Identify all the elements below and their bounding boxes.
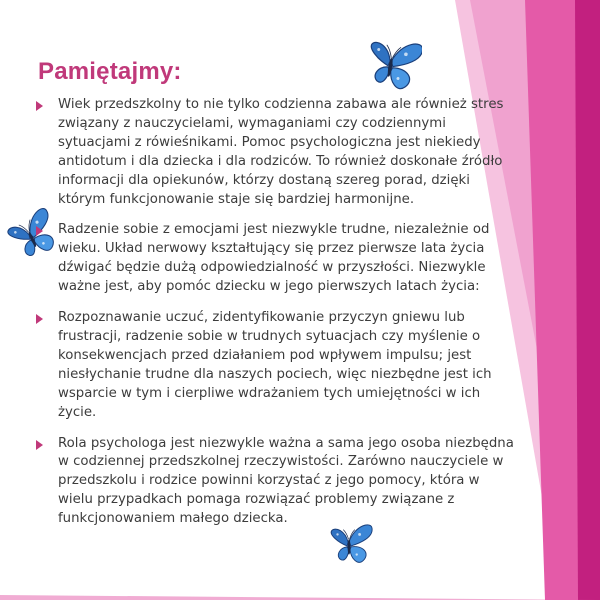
bullet-text: Rola psychologa jest niezwykle ważna a sama jego osoba niezbędna w codziennej przedszkolnej rzeczywistości. Zarówno nauczyciele w przedszkolu i rodzice powinni korzystać z jego pomocy, która w wielu przypadkach pomaga rozwiązać problemy związane z funkcjonowaniem małego dziecka. — [58, 435, 514, 527]
bullet-item — [36, 221, 518, 297]
bullet-text: Radzenie sobie z emocjami jest niezwykle trudne, niezależnie od wieku. Układ nerwowy kształtujący się przez pierwsze lata życia dźwigać będzie dużą odpowiedzialność w przyszłości. Niezwykle ważne jest, aby pomóc dziecku w jego pierwszych latach życia: — [58, 222, 490, 295]
butterfly-icon — [362, 28, 422, 100]
bullet-item — [36, 435, 518, 530]
bullet-arrow-icon — [36, 101, 43, 111]
bullet-text: Rozpoznawanie uczuć, zidentyfikowanie przyczyn gniewu lub frustracji, radzenie sobie w trudnych sytuacjach czy myślenie o konsekwencjach przed działaniem pod wpływem impulsu; jest niesłychanie trudne dla naszych pociech, więc niezbędne jest ich wsparcie w tym i cierpliwe wdrażaniem tych umiejętności w ich życie. — [58, 310, 492, 420]
bullet-item — [36, 309, 518, 422]
bullet-arrow-icon — [36, 440, 43, 450]
bullet-list — [36, 96, 518, 541]
bullet-item — [36, 96, 518, 209]
bullet-arrow-icon — [36, 314, 43, 324]
bullet-arrow-icon — [36, 226, 43, 236]
slide-title: Pamiętajmy: — [38, 58, 182, 85]
bullet-text: Wiek przedszkolny to nie tylko codzienna zabawa ale również stres związany z nauczycielami, wymaganiami czy codziennymi sytuacjami z rówieśnikami. Pomoc psychologiczna jest niekiedy antidotum i dla dziecka i dla rodziców. To również doskonałe źródło informacji dla opiekunów, którzy dostaną szereg porad, dzięki którym funkcjonowanie staje się bardziej harmonijne. — [58, 97, 504, 207]
